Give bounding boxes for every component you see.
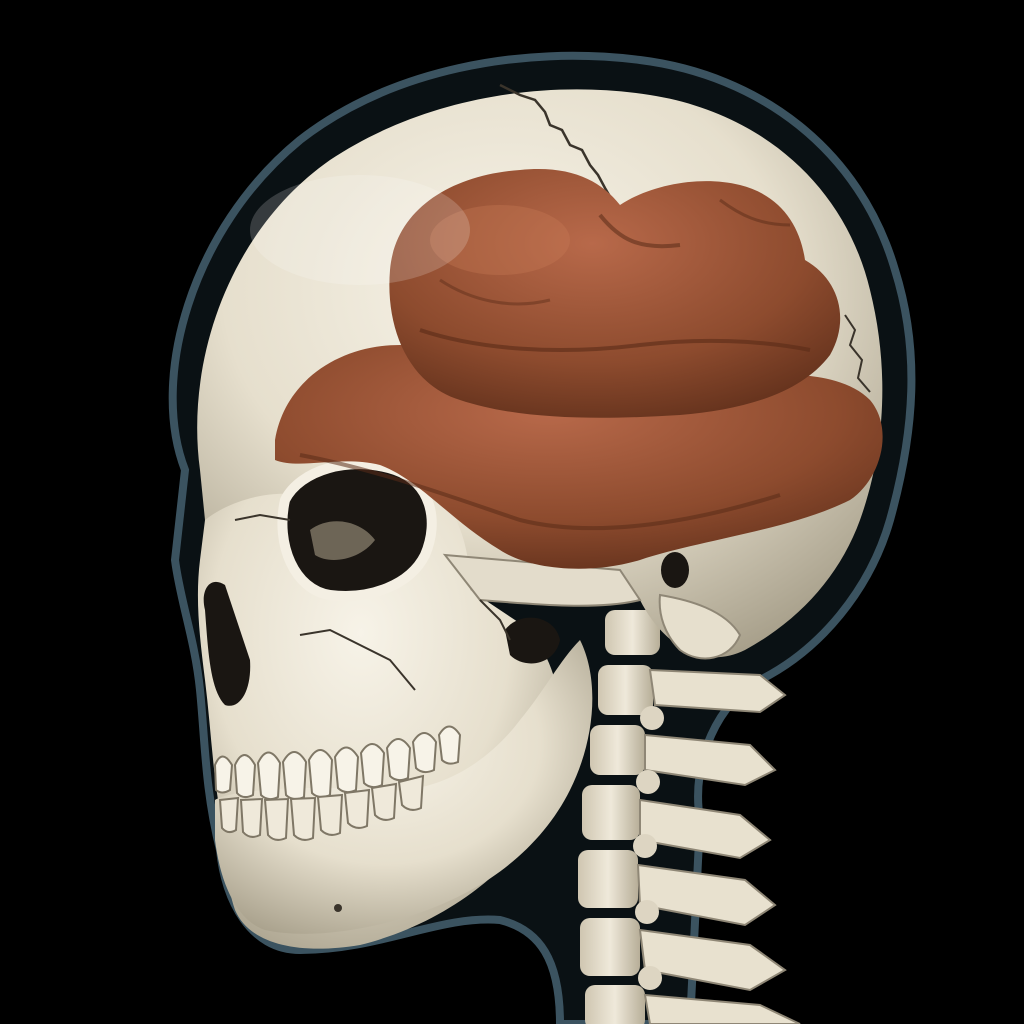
articular-facet [636,770,660,794]
articular-facet [638,966,662,990]
vertebra-c7 [585,985,645,1024]
vertebra-c2 [598,665,653,715]
articular-facet [640,706,664,730]
ear-canal [661,552,689,588]
vertebra-c5 [578,850,638,908]
vertebra-c6 [580,918,640,976]
mental-foramen [334,904,342,912]
articular-facet [635,900,659,924]
vertebra-c3 [590,725,645,775]
cranium-highlight [250,175,470,285]
articular-facet [633,834,657,858]
vertebra-c4 [582,785,640,840]
